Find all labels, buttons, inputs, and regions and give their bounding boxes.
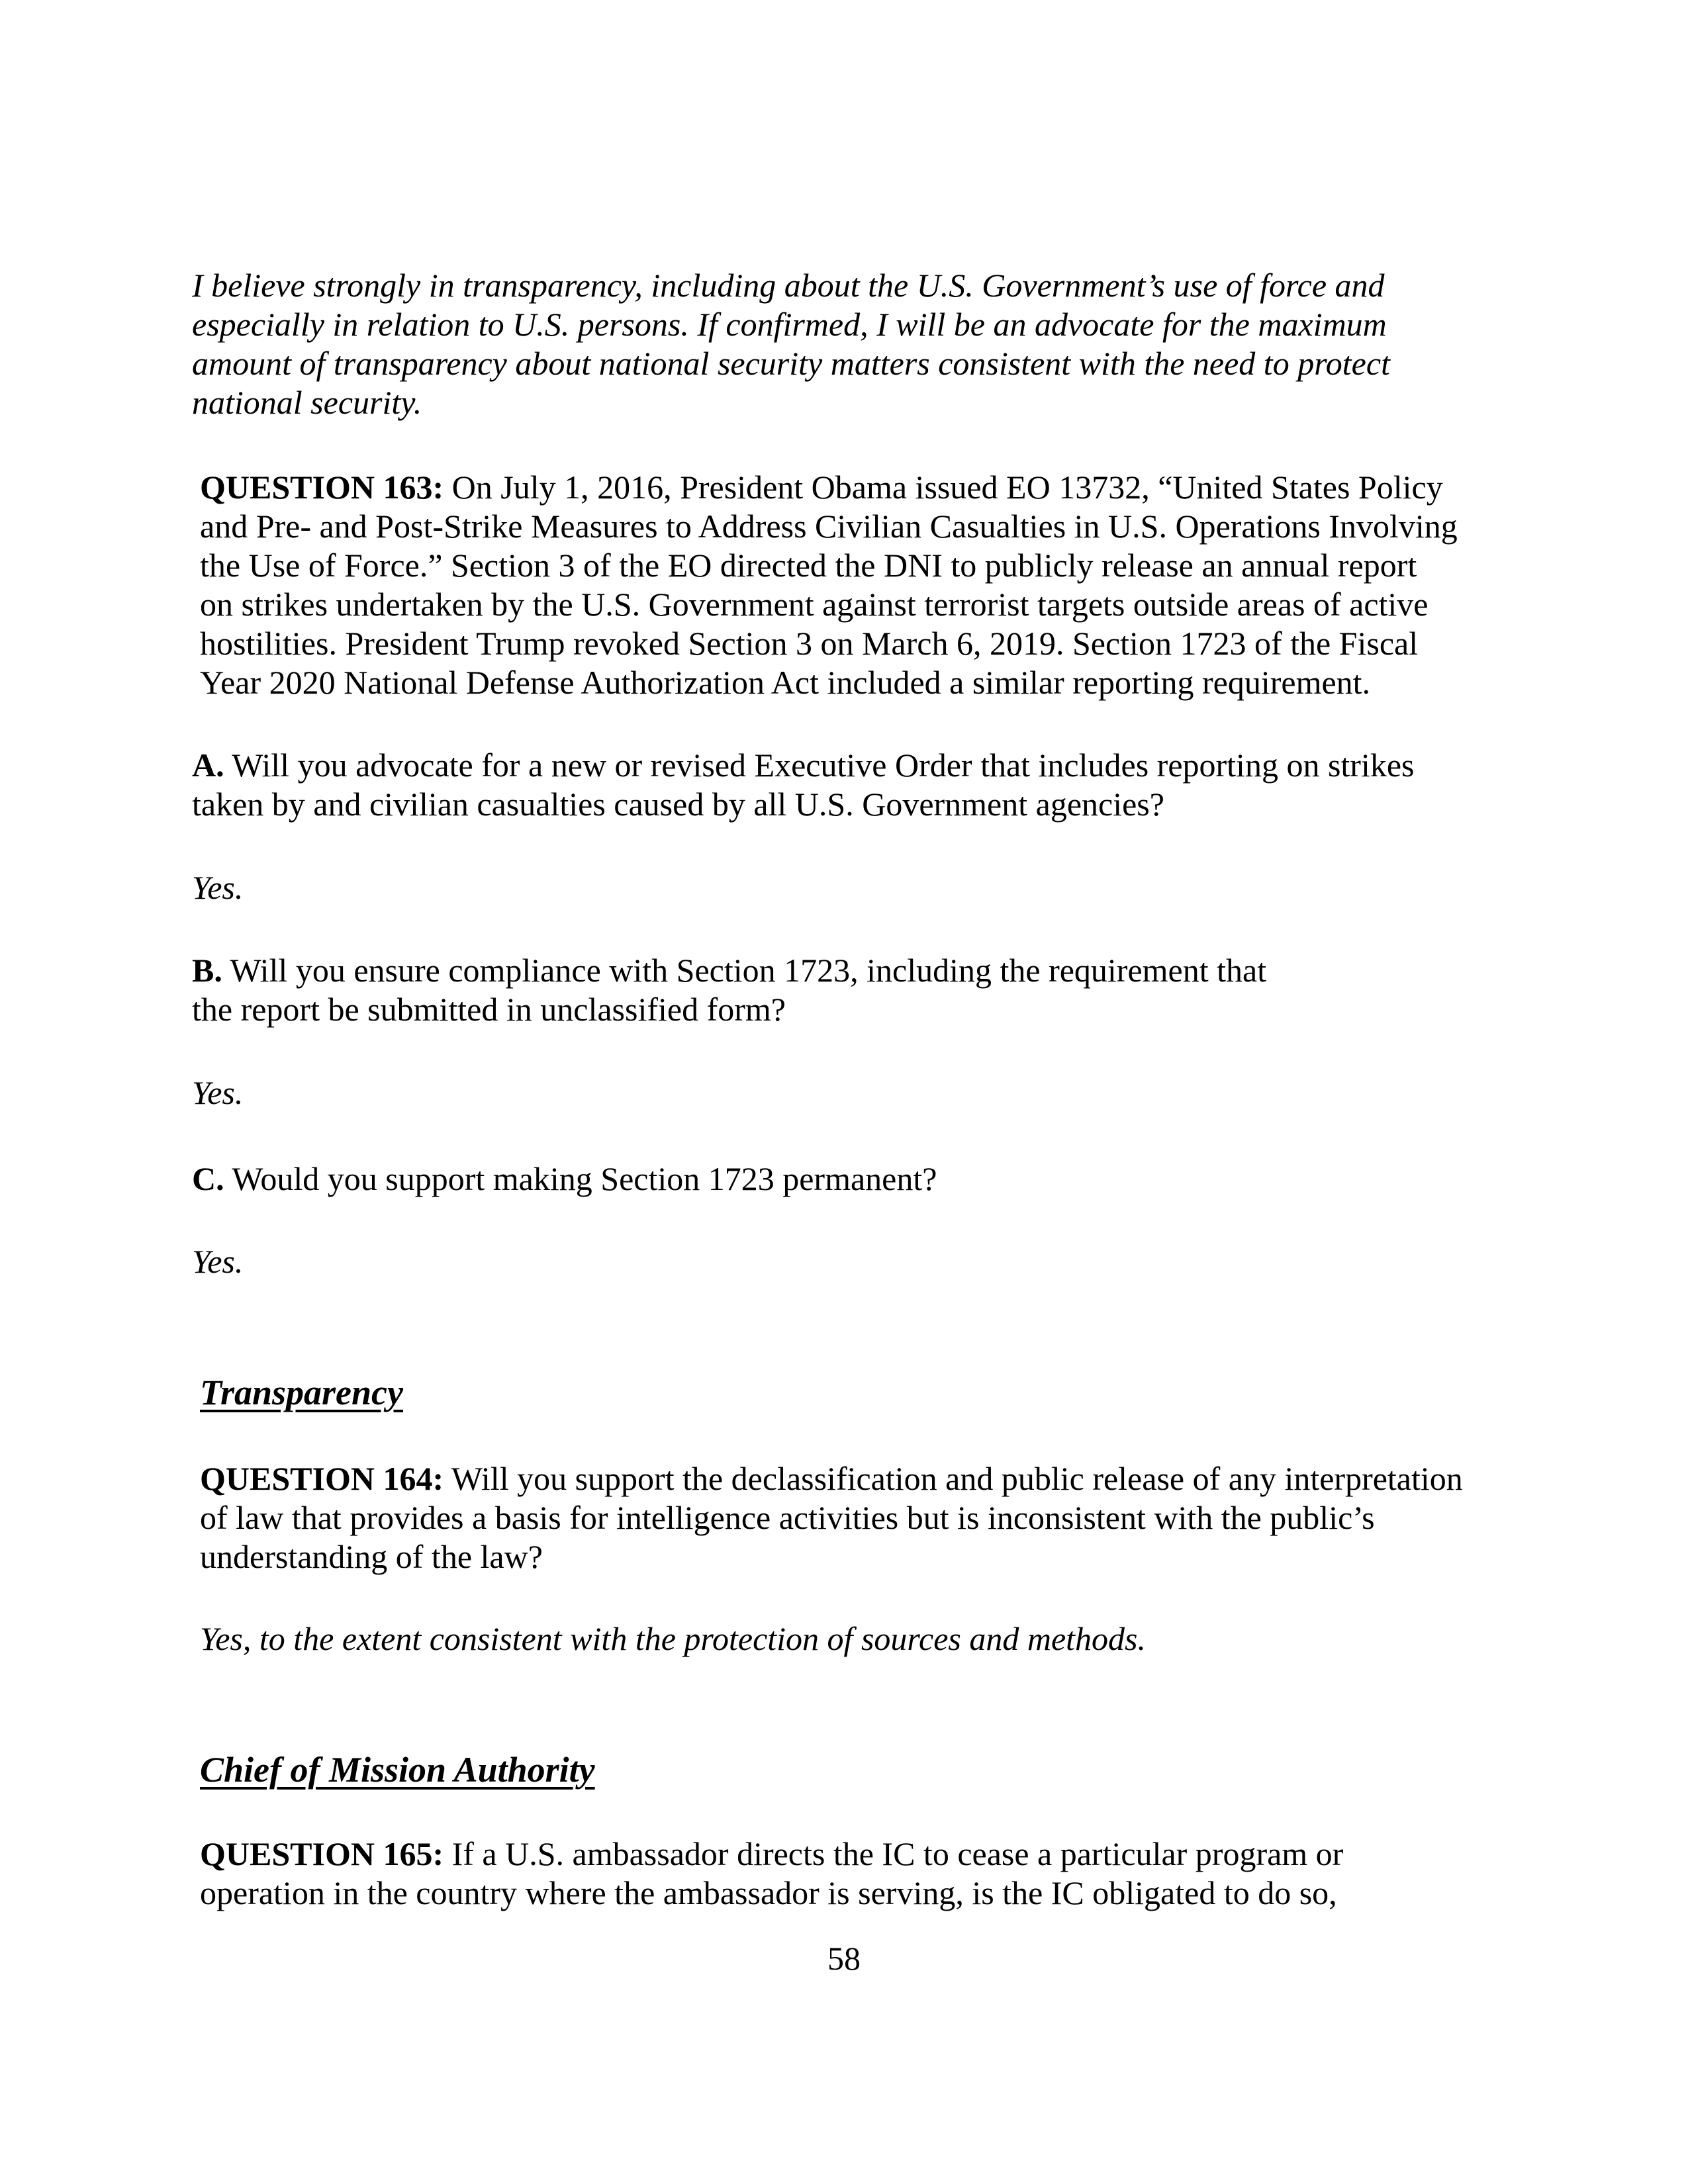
answer-164: Yes, to the extent consistent with the protection of sources and methods. xyxy=(200,1620,1147,1657)
part-text: Would you support making Section 1723 permanent? xyxy=(224,1160,937,1197)
question-165 xyxy=(200,1835,1391,1913)
question-text: On July 1, 2016, President Obama issued EO 13732, “United States Policy and Pre- and Post-Strike Measures to Address Civilian Casualties in U.S. Operations Involving the Use of Force.” Section 3 of the EO directed the DNI to publicly release an annual report on strikes undertaken by the U.S. Government against terrorist targets outside areas of active hostilities. President Trump revoked Section 3 on March 6, 2019. Section 1723 of the Fiscal Year 2020 National Defense Authorization Act included a similar reporting requirement. xyxy=(200,469,1458,701)
question-label: QUESTION 163: xyxy=(200,469,444,506)
section-heading-transparency: Transparency xyxy=(200,1373,403,1412)
question-164 xyxy=(200,1459,1471,1576)
answer-163-b: Yes. xyxy=(192,1074,244,1111)
question-163-part-a xyxy=(192,746,1423,824)
question-163-part-b xyxy=(192,951,1489,1029)
intro-answer: I believe strongly in transparency, including about the U.S. Government’s use of force and especially in relation to U.S. persons. If confirmed, I will be an advocate for the maximum amount of transparency about national security matters consistent with the need to protect national security. xyxy=(192,267,1390,421)
part-text: Will you ensure compliance with Section 1723, including the requirement that xyxy=(222,952,1267,989)
question-text: If a U.S. ambassador directs the IC to cease a particular program or operation in the country where the ambassador is serving, is the IC obligated to do so, xyxy=(200,1835,1344,1911)
section-heading-chief-of-mission: Chief of Mission Authority xyxy=(200,1750,595,1790)
question-163 xyxy=(200,468,1458,702)
part-text: Will you advocate for a new or revised Executive Order that includes reporting on strikes taken by and civilian casualties caused by all U.S. Government agencies? xyxy=(192,747,1415,823)
answer-163-a: Yes. xyxy=(192,869,244,906)
part-label: C. xyxy=(192,1160,224,1197)
part-label: B. xyxy=(192,952,222,989)
question-label: QUESTION 164: xyxy=(200,1460,444,1497)
question-label: QUESTION 165: xyxy=(200,1835,444,1872)
question-text: Will you support the declassification and public release of any interpretation of law that provides a basis for intelligence activities but is inconsistent with the public’s understanding of the law? xyxy=(200,1460,1463,1575)
part-text-line2: the report be submitted in unclassified form? xyxy=(192,991,786,1028)
page-number: 58 xyxy=(827,1940,861,1977)
answer-163-c: Yes. xyxy=(192,1243,244,1280)
part-label: A. xyxy=(192,747,224,784)
question-163-part-c xyxy=(192,1160,1489,1199)
